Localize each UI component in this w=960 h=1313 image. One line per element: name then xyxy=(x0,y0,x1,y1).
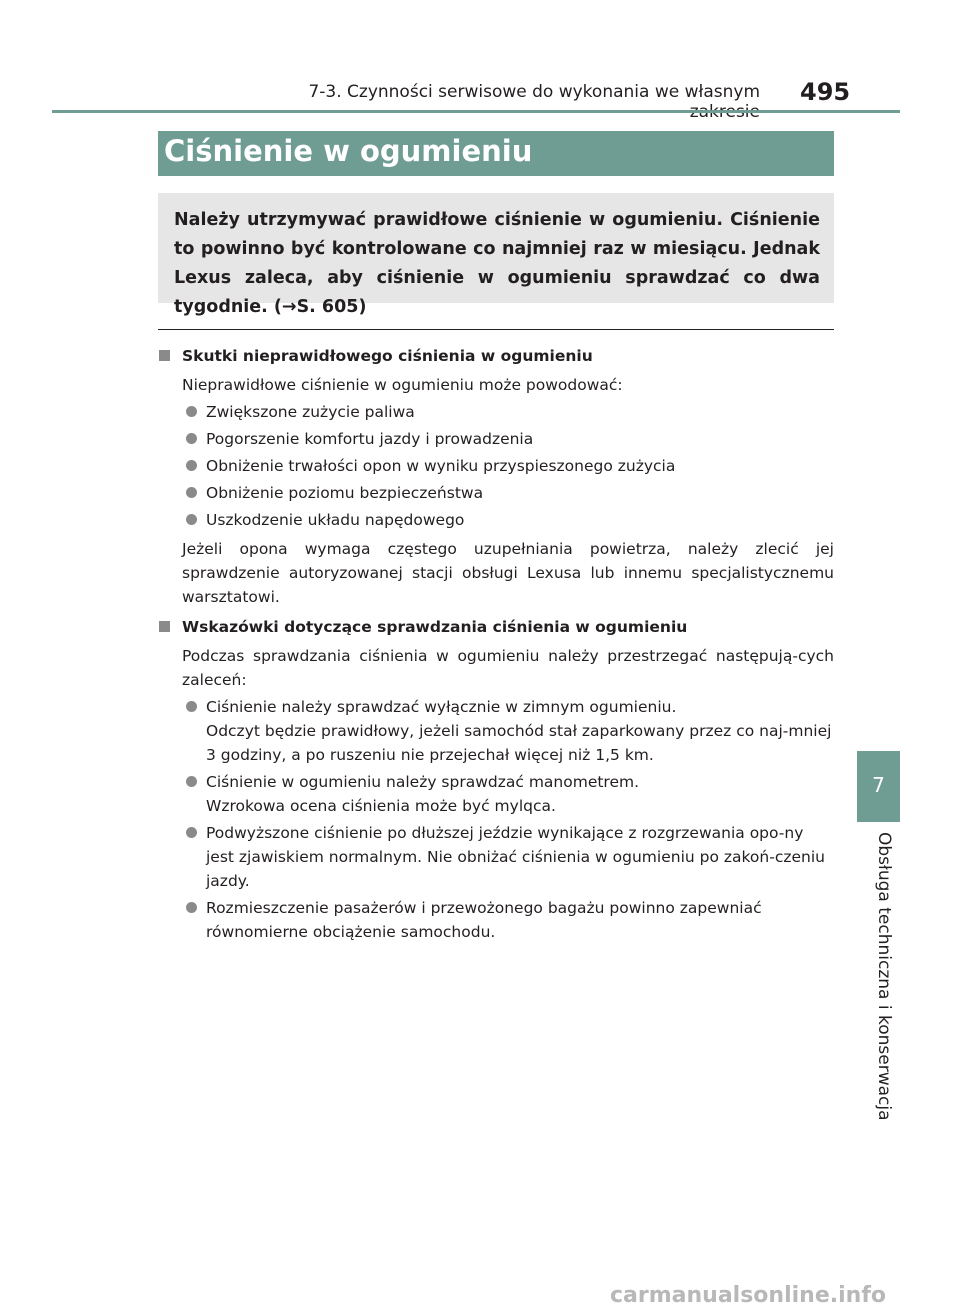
bullet-dot-icon xyxy=(186,701,197,712)
chapter-side-label-text: Obsługa techniczna i konserwacja xyxy=(874,832,894,1121)
square-bullet-icon xyxy=(159,621,170,632)
chapter-number: 7 xyxy=(872,773,885,797)
section-lead: Podczas sprawdzania ciśnienia w ogumieniu należy przestrzegać następują-cych zaleceń: xyxy=(182,647,834,689)
bullet-dot-icon xyxy=(186,433,197,444)
running-header: 7-3. Czynności serwisowe do wykonania we własnym xyxy=(308,82,760,102)
list-item: Obniżenie poziomu bezpieczeństwa xyxy=(182,481,834,505)
bullet-dot-icon xyxy=(186,902,197,913)
list-item: Zwiększone zużycie paliwa xyxy=(182,400,834,424)
section-heading-text: Skutki nieprawidłowego ciśnienia w ogumieniu xyxy=(182,347,593,365)
intro-box xyxy=(158,193,834,317)
bullet-dot-icon xyxy=(186,487,197,498)
section-heading xyxy=(158,615,834,639)
section-closing: Jeżeli opona wymaga częstego uzupełniania powietrza, należy zlecić jej sprawdzenie autoryzowanej stacji obsługi Lexusa lub innemu specjalistycznemu warsztatowi. xyxy=(182,540,834,606)
list-item: Pogorszenie komfortu jazdy i prowadzenia xyxy=(182,427,834,451)
list-item: Podwyższone ciśnienie po dłuższej jeździe wynikające z rozgrzewania opo-ny jest zjawiskiem normalnym. Nie obniżać ciśnienia w ogumieniu po zakoń-czeniu jazdy. xyxy=(182,821,834,893)
intro-text: Należy utrzymywać prawidłowe ciśnienie w ogumieniu. Ciśnienie to powinno być kontrolowane co najmniej raz w miesiącu. Jednak Lexus zaleca, aby ciśnienie w ogumieniu sprawdzać co dwa tygodnie. (→S. 605) xyxy=(174,210,820,317)
list-item: Ciśnienie w ogumieniu należy sprawdzać manometrem. Wzrokowa ocena ciśnienia może być mylqca. xyxy=(182,770,834,818)
list-item: Rozmieszczenie pasażerów i przewożonego bagażu powinno zapewniać równomierne obciążenie samochodu. xyxy=(182,896,834,944)
watermark: carmanualsonline.info xyxy=(610,1283,886,1308)
bullet-dot-icon xyxy=(186,776,197,787)
chapter-side-label xyxy=(872,832,894,1132)
bullet-dot-icon xyxy=(186,460,197,471)
section-heading xyxy=(158,344,834,368)
list-item: Ciśnienie należy sprawdzać wyłącznie w zimnym ogumieniu. Odczyt będzie prawidłowy, jeżeli samochód stał zaparkowany przez co naj-mniej 3 godziny, a po ruszeniu nie przejechał więcej niż 1,5 km. xyxy=(182,695,834,767)
bullet-dot-icon xyxy=(186,827,197,838)
section-heading-text: Wskazówki dotyczące sprawdzania ciśnienia w ogumieniu xyxy=(182,618,688,636)
list-item: Uszkodzenie układu napędowego xyxy=(182,508,834,532)
list-item: Obniżenie trwałości opon w wyniku przyspieszonego zużycia xyxy=(182,454,834,478)
header-rule xyxy=(52,110,900,113)
section-divider xyxy=(158,329,834,330)
title-bar xyxy=(158,131,834,176)
section-lead: Nieprawidłowe ciśnienie w ogumieniu może powodować: xyxy=(182,376,623,394)
page-number: 495 xyxy=(800,78,851,106)
square-bullet-icon xyxy=(159,350,170,361)
bullet-dot-icon xyxy=(186,406,197,417)
page-title: Ciśnienie w ogumieniu xyxy=(164,134,533,168)
chapter-tab xyxy=(857,751,900,822)
bullet-dot-icon xyxy=(186,514,197,525)
content xyxy=(158,344,834,944)
